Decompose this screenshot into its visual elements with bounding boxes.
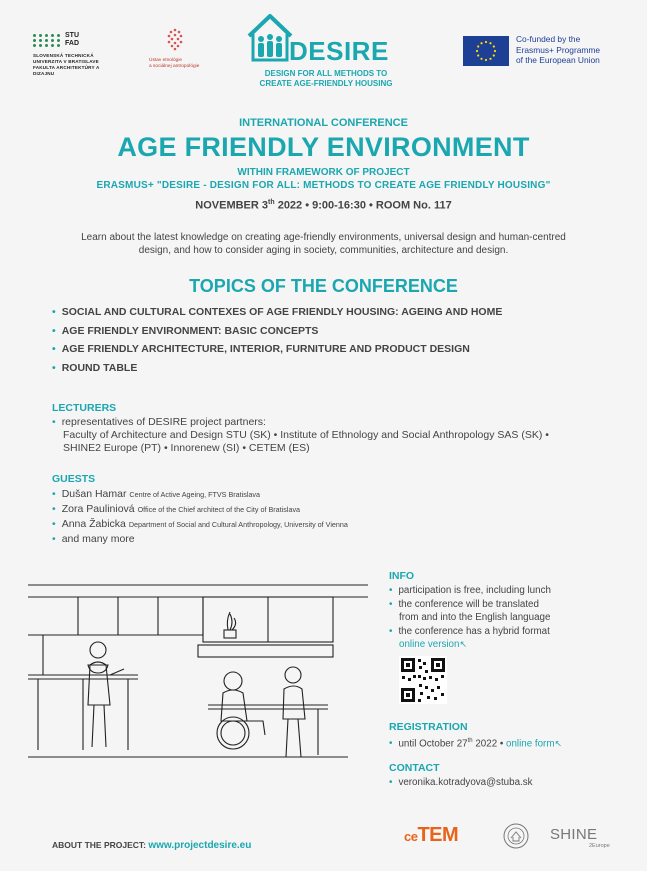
institution-seal-icon [503, 823, 529, 849]
intro-paragraph: Learn about the latest knowledge on creating age-friendly environments, universal design and human-centred design, and how to consider aging in society, communities, architecture and design. [81, 232, 566, 256]
desire-tagline-line2: CREATE AGE-FRIENDLY HOUSING [259, 79, 393, 88]
eu-line1: Co-funded by the [516, 34, 581, 44]
info-text: participation is free, including lunch [398, 585, 551, 596]
ethnology-institute-logo [145, 27, 205, 70]
date-time-room [0, 199, 647, 212]
about-label: ABOUT THE PROJECT: [52, 840, 146, 850]
shine-logo: SHINE [550, 826, 598, 843]
stu-subtitle [33, 48, 103, 77]
list-item [52, 303, 612, 322]
contact-email[interactable]: veronika.kotradyova@stuba.sk [398, 777, 533, 789]
online-form-link[interactable]: online form [506, 737, 555, 749]
guests-more: and many more [61, 533, 135, 545]
guest-name: Dušan Hamar [61, 488, 127, 500]
cetem-big: TEM [417, 824, 459, 846]
qr-code-icon[interactable] [399, 656, 447, 704]
registration-item [389, 735, 629, 751]
bullet-icon: • [389, 585, 393, 596]
stu-sub-line1: SLOVENSKÁ TECHNICKÁ [33, 53, 94, 58]
contact-item [389, 776, 629, 790]
list-item [52, 517, 632, 532]
guest-affiliation: Office of the Chief architect of the City of Bratislava [137, 505, 301, 514]
guest-name: Anna Žabicka [61, 518, 126, 530]
topic-text: AGE FRIENDLY ENVIRONMENT: BASIC CONCEPTS [61, 324, 319, 337]
list-item [52, 322, 612, 341]
bullet-icon: • [52, 518, 56, 530]
desire-logo [245, 12, 405, 92]
stu-dots-icon [33, 34, 61, 47]
info-text: the conference has a hybrid format [398, 625, 550, 637]
eu-cofunded-text [516, 34, 636, 66]
desire-wordmark: DESIRE [289, 36, 389, 66]
list-item [52, 340, 612, 359]
date-post: 2022 • 9:00-16:30 • ROOM No. 117 [274, 199, 452, 212]
shine-sub: 2Europe [589, 843, 610, 849]
registration-year: 2022 • [472, 737, 507, 749]
ethnology-mark-icon [163, 27, 187, 51]
lecturers-partners-line2: SHINE2 Europe (PT) • Innorenew (SI) • CETEM (ES) [63, 442, 310, 454]
eu-line3: of the European Union [516, 55, 600, 65]
bullet-icon: • [52, 343, 56, 355]
info-item [389, 598, 629, 612]
topic-text: SOCIAL AND CULTURAL CONTEXES OF AGE FRIENDLY HOUSING: AGEING AND HOME [61, 306, 503, 318]
bullet-icon: • [52, 416, 56, 428]
list-item [52, 487, 632, 502]
house-people-icon [245, 12, 295, 64]
contact-heading: CONTACT [389, 762, 440, 775]
info-text: the conference will be translated [398, 598, 539, 610]
lecturers-intro: representatives of DESIRE project partners: [61, 416, 266, 428]
lecturers-line1 [52, 416, 632, 429]
online-version-row [389, 638, 629, 652]
cetem-small: ce [404, 829, 418, 844]
guests-heading: GUESTS [52, 473, 96, 485]
list-item [52, 359, 612, 378]
lecturers-block [52, 416, 632, 455]
bullet-icon: • [389, 737, 393, 749]
eu-flag-icon [463, 36, 509, 66]
cursor-icon: ↖ [459, 639, 467, 649]
bullet-icon: • [52, 306, 56, 318]
ethnology-text [145, 58, 205, 70]
topic-text: ROUND TABLE [61, 361, 138, 374]
registration-sup: th [467, 737, 473, 744]
ethno-line2: a sociálnej antropológie [149, 64, 200, 69]
info-item [389, 625, 629, 639]
date-pre: NOVEMBER 3 [195, 199, 269, 212]
registration-deadline: until October 27 [398, 737, 468, 749]
topics-heading: TOPICS OF THE CONFERENCE [189, 276, 458, 296]
list-item [52, 502, 632, 517]
stu-sub-line3: FAKULTA ARCHITEKTÚRY A DIZAJNU [33, 65, 100, 76]
list-item [52, 532, 632, 547]
desire-tagline-line1: DESIGN FOR ALL METHODS TO [264, 69, 388, 78]
kitchen-sketch-illustration [28, 575, 368, 765]
guest-affiliation: Department of Social and Cultural Anthropology, University of Vienna [128, 520, 348, 529]
topics-list [52, 303, 612, 377]
stu-sub-line2: UNIVERZITA V BRATISLAVE [33, 59, 99, 64]
registration-heading: REGISTRATION [389, 720, 468, 733]
conference-type: INTERNATIONAL CONFERENCE [239, 117, 408, 129]
project-name: ERASMUS+ "DESIRE - DESIGN FOR ALL: METHODS TO CREATE AGE FRIENDLY HOUSING" [96, 180, 551, 191]
stu-name-line1: STU [65, 32, 79, 39]
info-text-continued: from and into the English language [399, 612, 551, 623]
ethno-line1: Ústav etnológie [149, 58, 183, 63]
info-item [389, 584, 629, 598]
lecturers-partners-line1: Faculty of Architecture and Design STU (SK) • Institute of Ethnology and Social Anthropology SAS (SK) • [63, 429, 549, 441]
bullet-icon: • [389, 598, 393, 610]
stu-name-line2: FAD [65, 40, 79, 47]
bullet-icon: • [52, 361, 56, 374]
bullet-icon: • [389, 777, 393, 789]
bullet-icon: • [52, 503, 56, 515]
bullet-icon: • [389, 625, 393, 637]
page-title: AGE FRIENDLY ENVIRONMENT [117, 132, 530, 162]
bullet-icon: • [52, 488, 56, 500]
topic-text: AGE FRIENDLY ARCHITECTURE, INTERIOR, FURNITURE AND PRODUCT DESIGN [61, 343, 470, 355]
desire-tagline [251, 69, 401, 89]
info-heading: INFO [389, 570, 415, 582]
online-version-link[interactable]: online version [399, 639, 460, 650]
info-column [389, 570, 629, 790]
bullet-icon: • [52, 533, 56, 545]
stu-fad-logo [33, 32, 103, 77]
guest-affiliation: Centre of Active Ageing, FTVS Bratislava [129, 490, 261, 499]
eu-line2: Erasmus+ Programme [516, 44, 601, 55]
lecturers-heading: LECTURERS [52, 402, 117, 414]
cetem-logo [404, 824, 458, 847]
guest-name: Zora Pauliniová [61, 503, 135, 515]
guests-list [52, 487, 632, 547]
cursor-icon: ↖ [554, 737, 563, 748]
date-sup: th [268, 199, 275, 206]
bullet-icon: • [52, 324, 56, 337]
project-url-link[interactable]: www.projectdesire.eu [148, 840, 252, 851]
about-project [52, 840, 251, 851]
framework-line: WITHIN FRAMEWORK OF PROJECT [237, 167, 410, 178]
